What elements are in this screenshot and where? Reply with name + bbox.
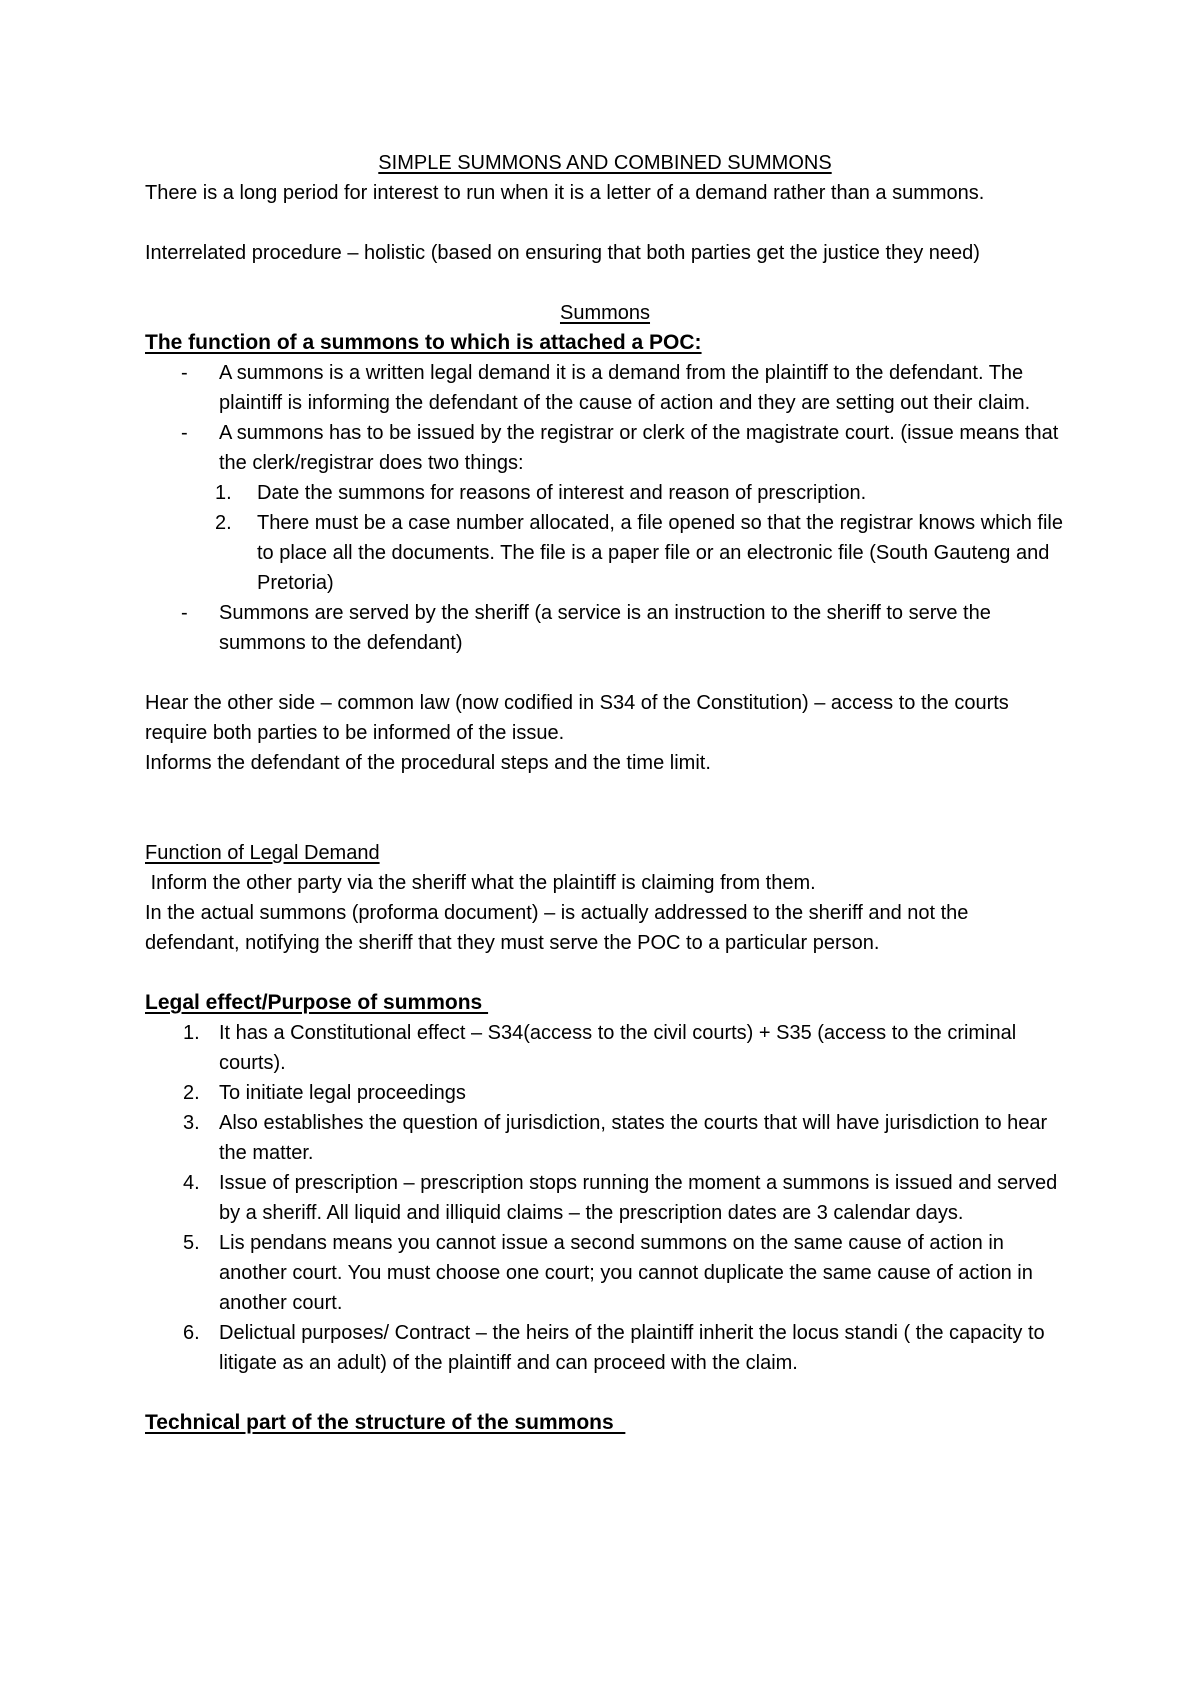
list-number: 2. (183, 1082, 200, 1104)
function-bullet-2: - A summons has to be issued by the registrar or clerk of the magistrate court. (issue means that the clerk/registrar does two things: (145, 418, 1065, 478)
legal-effect-item-2: 2. To initiate legal proceedings (145, 1078, 1065, 1108)
informs-paragraph: Informs the defendant of the procedural steps and the time limit. (145, 752, 711, 774)
intro-paragraph-2: Interrelated procedure – holistic (based on ensuring that both parties get the justice they need) (145, 242, 980, 264)
document-title: SIMPLE SUMMONS AND COMBINED SUMMONS (378, 152, 832, 174)
list-number: 5. (183, 1232, 200, 1254)
legal-effect-heading: Legal effect/Purpose of summons (145, 991, 489, 1014)
bullet-marker: - (181, 422, 188, 444)
function-bullet-3: - Summons are served by the sheriff (a service is an instruction to the sheriff to serve the summons to the defendant) (145, 598, 1065, 658)
function-heading: The function of a summons to which is attached a POC: (145, 331, 702, 354)
list-number: 6. (183, 1322, 200, 1344)
list-number: 4. (183, 1172, 200, 1194)
technical-heading: Technical part of the structure of the summons (145, 1411, 626, 1434)
legal-effect-item-5: 5. Lis pendans means you cannot issue a second summons on the same cause of action in another court. You must choose one court; you cannot duplicate the same cause of action in another court. (145, 1228, 1065, 1318)
document-body (145, 148, 1065, 1438)
list-number: 1. (183, 1022, 200, 1044)
legal-demand-paragraph-1: Inform the other party via the sheriff what the plaintiff is claiming from them. (145, 872, 816, 894)
bullet-marker: - (181, 362, 188, 384)
summons-heading: Summons (559, 302, 651, 324)
list-number: 3. (183, 1112, 200, 1134)
issue-step-1: 1. Date the summons for reasons of interest and reason of prescription. (145, 478, 1065, 508)
legal-effect-item-4: 4. Issue of prescription – prescription stops running the moment a summons is issued and served by a sheriff. All liquid and illiquid claims – the prescription dates are 3 calendar days. (145, 1168, 1065, 1228)
hear-other-side-paragraph: Hear the other side – common law (now codified in S34 of the Constitution) – access to the courts require both parties to be informed of the issue. (145, 692, 1009, 744)
list-number: 1. (215, 482, 232, 504)
intro-paragraph-1: There is a long period for interest to run when it is a letter of a demand rather than a summons. (145, 182, 985, 204)
function-bullet-1: - A summons is a written legal demand it is a demand from the plaintiff to the defendant. The plaintiff is informing the defendant of the cause of action and they are setting out their claim. (145, 358, 1065, 418)
legal-effect-item-3: 3. Also establishes the question of jurisdiction, states the courts that will have jurisdiction to hear the matter. (145, 1108, 1065, 1168)
list-number: 2. (215, 512, 232, 534)
legal-demand-paragraph-2: In the actual summons (proforma document) – is actually addressed to the sheriff and not the defendant, notifying the sheriff that they must serve the POC to a particular person. (145, 902, 969, 954)
legal-demand-heading: Function of Legal Demand (145, 842, 380, 864)
bullet-marker: - (181, 602, 188, 624)
issue-step-2: 2. There must be a case number allocated, a file opened so that the registrar knows which file to place all the documents. The file is a paper file or an electronic file (South Gauteng and Pretoria) (145, 508, 1065, 598)
legal-effect-item-1: 1. It has a Constitutional effect – S34(access to the civil courts) + S35 (access to the criminal courts). (145, 1018, 1065, 1078)
legal-effect-item-6: 6. Delictual purposes/ Contract – the heirs of the plaintiff inherit the locus standi ( the capacity to litigate as an adult) of the plaintiff and can proceed with the claim. (145, 1318, 1065, 1378)
